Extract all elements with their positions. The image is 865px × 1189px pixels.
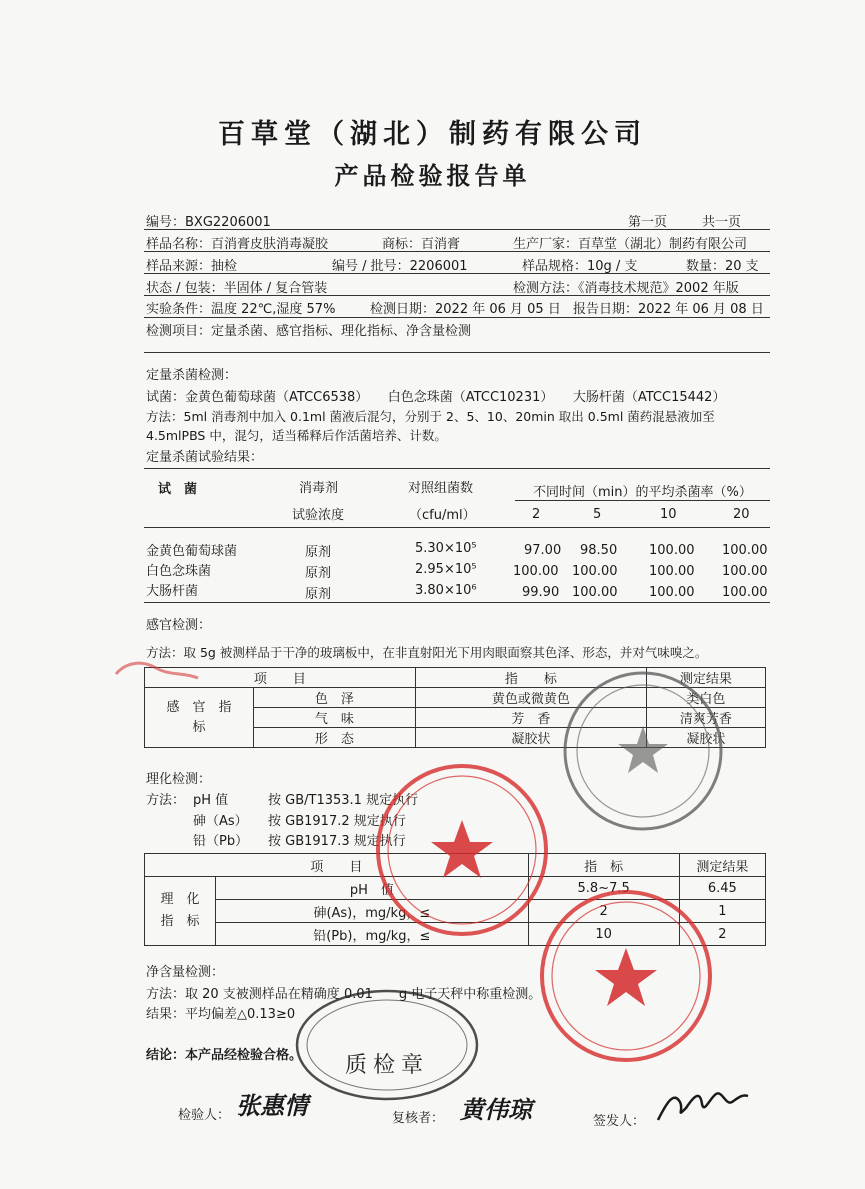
batch-number: 编号 / 批号：2206001 bbox=[332, 259, 468, 274]
sensory-title: 感官检测： bbox=[146, 618, 212, 633]
net-result: 结果：平均偏差△0.13≥0 bbox=[146, 1007, 296, 1022]
sensory-header-result: 测定结果 bbox=[646, 668, 765, 688]
test-date: 检测日期：2022 年 06 月 05 日 bbox=[370, 302, 561, 317]
kill-strain: 白色念珠菌 bbox=[146, 564, 212, 579]
physchem-item: 砷(As)，mg/kg，≤ bbox=[216, 900, 529, 923]
sample-spec: 样品规格：10g / 支 bbox=[522, 259, 638, 274]
sensory-std: 凝胶状 bbox=[415, 728, 646, 748]
kill-header-strain: 试 菌 bbox=[158, 482, 198, 497]
sensory-result: 凝胶状 bbox=[646, 728, 765, 748]
gray-round-stamp-icon bbox=[560, 668, 726, 834]
reviewer-signature: 黄伟琼 bbox=[460, 1095, 532, 1124]
kill-header-unit: （cfu/ml） bbox=[409, 508, 476, 523]
physchem-item: 铅(Pb)，mg/kg，≤ bbox=[216, 923, 529, 946]
kill-count: 2.95×10⁵ bbox=[415, 562, 477, 577]
physchem-method-value: 按 GB1917.2 规定执行 bbox=[268, 814, 406, 829]
physchem-method-key: 铅（Pb） bbox=[193, 834, 249, 849]
physchem-result: 1 bbox=[679, 900, 765, 923]
reviewer-label: 复核者： bbox=[392, 1111, 445, 1126]
physchem-std: 2 bbox=[528, 900, 679, 923]
report-number: 编号：BXG2206001 bbox=[146, 215, 271, 230]
kill-time-5: 5 bbox=[593, 507, 602, 522]
state-package: 状态 / 包装：半固体 / 复合管装 bbox=[146, 281, 328, 296]
kill-strain: 大肠杆菌 bbox=[146, 584, 199, 599]
test-items: 检测项目：定量杀菌、感官指标、理化指标、净含量检测 bbox=[146, 324, 472, 339]
kill-strain: 金黄色葡萄球菌 bbox=[146, 544, 238, 559]
kill-strains: 试菌：金黄色葡萄球菌（ATCC6538） 白色念珠菌（ATCC10231） 大肠杆菌（ATCC15442） bbox=[146, 390, 726, 405]
kill-time-20: 20 bbox=[733, 507, 750, 522]
physchem-std: 10 bbox=[528, 923, 679, 946]
physchem-method-key: pH 值 bbox=[193, 793, 229, 808]
test-method: 检测方法：《消毒技术规范》2002 年版 bbox=[513, 281, 739, 296]
brand: 商标：百消膏 bbox=[382, 237, 461, 252]
net-method: 方法：取 20 支被测样品在精确度 0.01 g 电子天秤中称重检测。 bbox=[146, 987, 542, 1002]
physchem-method-label: 方法： bbox=[146, 793, 186, 808]
manufacturer: 生产厂家：百草堂（湖北）制药有限公司 bbox=[513, 237, 748, 252]
company-title: 百草堂（湖北）制药有限公司 bbox=[218, 119, 647, 150]
sensory-item: 形 态 bbox=[254, 728, 416, 748]
quantity: 数量：20 支 bbox=[686, 259, 759, 274]
kill-conc: 原剂 bbox=[305, 587, 332, 602]
kill-time-2: 2 bbox=[532, 507, 541, 522]
sensory-method: 方法：取 5g 被测样品于干净的玻璃板中，在非直射阳光下用肉眼面察其色泽、形态，并对气味嗅之。 bbox=[146, 645, 708, 660]
kill-rate: 100.00 bbox=[722, 585, 768, 600]
kill-method-2: 4.5mlPBS 中，混匀，适当稀释后作活菌培养、计数。 bbox=[146, 428, 447, 443]
report-date: 报告日期：2022 年 06 月 08 日 bbox=[573, 302, 764, 317]
kill-header-rate: 不同时间（min）的平均杀菌率（%） bbox=[533, 485, 752, 500]
kill-conc: 原剂 bbox=[305, 566, 332, 581]
net-title: 净含量检测： bbox=[146, 965, 225, 980]
physchem-result: 6.45 bbox=[679, 877, 765, 900]
physchem-group: 理 化 指 标 bbox=[145, 877, 216, 946]
kill-time-10: 10 bbox=[660, 507, 677, 522]
physchem-header-item: 项 目 bbox=[145, 854, 529, 877]
sensory-std: 黄色或微黄色 bbox=[415, 688, 646, 708]
physchem-header-result: 测定结果 bbox=[679, 854, 765, 877]
kill-rate: 100.00 bbox=[649, 585, 695, 600]
physchem-result: 2 bbox=[679, 923, 765, 946]
kill-rate: 97.00 bbox=[524, 543, 562, 558]
kill-rate: 100.00 bbox=[649, 564, 695, 579]
kill-rate: 100.00 bbox=[572, 585, 618, 600]
sensory-result: 清爽芳香 bbox=[646, 708, 765, 728]
kill-rate: 100.00 bbox=[572, 564, 618, 579]
kill-conc: 原剂 bbox=[305, 545, 332, 560]
sample-name: 样品名称：百消膏皮肤消毒凝胶 bbox=[146, 237, 329, 252]
sensory-std: 芳 香 bbox=[415, 708, 646, 728]
kill-rate: 100.00 bbox=[722, 564, 768, 579]
kill-count: 5.30×10⁵ bbox=[415, 541, 477, 556]
physchem-method-value: 按 GB1917.3 规定执行 bbox=[268, 834, 406, 849]
sample-source: 样品来源：抽检 bbox=[146, 259, 238, 274]
kill-rate: 99.90 bbox=[522, 585, 560, 600]
inspector-label: 检验人： bbox=[178, 1108, 231, 1123]
issuer-signature-icon bbox=[652, 1080, 752, 1130]
red-round-stamp-icon bbox=[372, 760, 552, 940]
physchem-title: 理化检测： bbox=[146, 772, 212, 787]
issuer-label: 签发人： bbox=[593, 1114, 646, 1129]
inspector-signature: 张惠情 bbox=[236, 1091, 308, 1120]
kill-header-agent: 消毒剂 bbox=[299, 481, 339, 496]
red-round-stamp-icon bbox=[536, 886, 716, 1066]
sensory-group: 感 官 指 标 bbox=[145, 688, 254, 748]
physchem-item: pH 值 bbox=[216, 877, 529, 900]
kill-results-title: 定量杀菌试验结果： bbox=[146, 450, 264, 465]
conclusion: 结论：本产品经检验合格。 bbox=[146, 1048, 303, 1063]
page-number: 第一页 bbox=[628, 215, 668, 230]
kill-rate: 100.00 bbox=[649, 543, 695, 558]
sensory-item: 色 泽 bbox=[254, 688, 416, 708]
svg-text:质检章: 质检章 bbox=[344, 1053, 430, 1078]
page-total: 共一页 bbox=[702, 215, 742, 230]
kill-title: 定量杀菌检测： bbox=[146, 368, 238, 383]
kill-rate: 100.00 bbox=[513, 564, 559, 579]
kill-rate: 100.00 bbox=[722, 543, 768, 558]
physchem-std: 5.8~7.5 bbox=[528, 877, 679, 900]
sensory-header-std: 指 标 bbox=[415, 668, 646, 688]
sensory-result: 类白色 bbox=[646, 688, 765, 708]
kill-method-1: 方法：5ml 消毒剂中加入 0.1ml 菌液后混匀，分别于 2、5、10、20min 取出 0.5ml 菌药混悬液加至 bbox=[146, 409, 715, 424]
sensory-item: 气 味 bbox=[254, 708, 416, 728]
test-conditions: 实验条件：温度 22℃,湿度 57% bbox=[146, 302, 336, 317]
red-ink-smudge-icon bbox=[112, 654, 202, 694]
kill-rate: 98.50 bbox=[580, 543, 618, 558]
physchem-method-key: 砷（As） bbox=[193, 814, 248, 829]
physchem-header-std: 指 标 bbox=[528, 854, 679, 877]
physchem-method-value: 按 GB/T1353.1 规定执行 bbox=[268, 793, 419, 808]
kill-header-conc: 试验浓度 bbox=[292, 508, 345, 523]
sensory-header-item: 项 目 bbox=[145, 668, 416, 688]
kill-header-control: 对照组菌数 bbox=[408, 481, 474, 496]
quality-inspection-seal-icon bbox=[292, 986, 482, 1104]
kill-count: 3.80×10⁶ bbox=[415, 583, 477, 598]
report-title: 产品检验报告单 bbox=[334, 162, 531, 190]
